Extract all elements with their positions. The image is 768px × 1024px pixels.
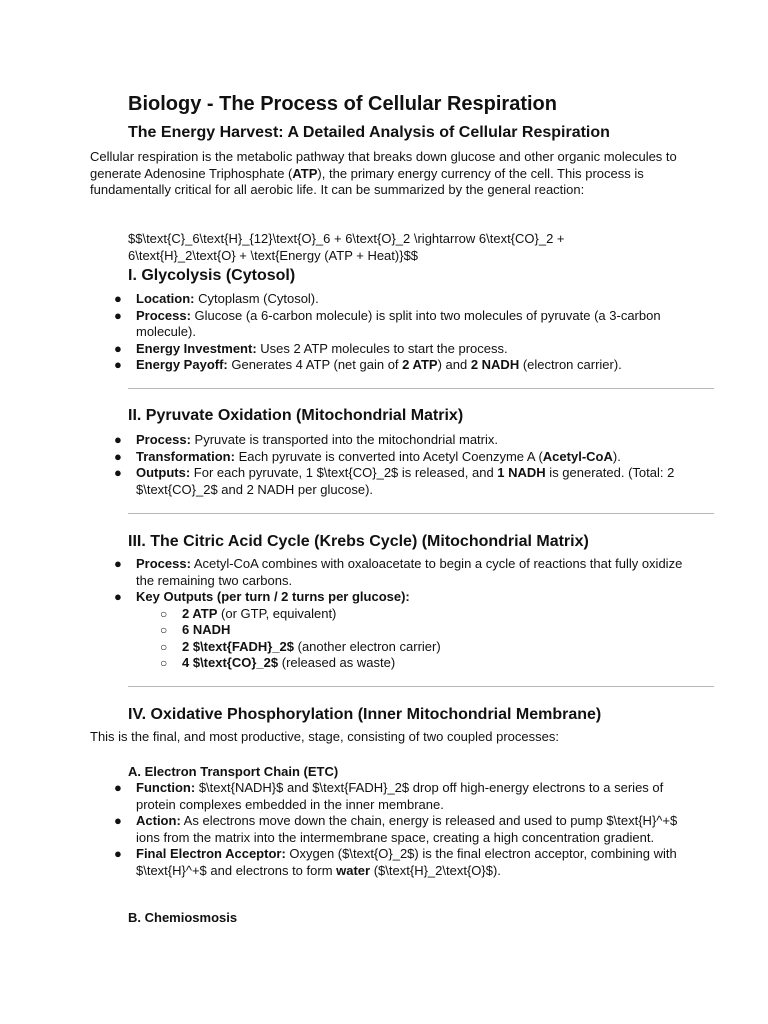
circle-bullet-icon: ○: [160, 623, 168, 637]
section-heading-pyruvate-oxidation: II. Pyruvate Oxidation (Mitochondrial Matrix): [128, 407, 464, 424]
list-item: ● Key Outputs (per turn / 2 turns per glucose): ○ 2 ATP (or GTP, equivalent) ○ 6 NADH ○ 2 $\text{FADH}_2$ (another electron carrier) ○ 4 $\text{CO}_2$ (released as waste): [90, 589, 690, 672]
bullet-icon: ●: [114, 340, 122, 356]
bullet-icon: ●: [114, 465, 122, 480]
bullet-icon: ●: [114, 813, 122, 828]
circle-bullet-icon: ○: [160, 656, 168, 670]
list-item: ● Process: Pyruvate is transported into the mitochondrial matrix.: [114, 432, 499, 447]
list-item: ● Transformation: Each pyruvate is converted into Acetyl Coenzyme A (Acetyl-CoA).: [114, 448, 621, 464]
circle-bullet-icon: ○: [160, 639, 168, 654]
etc-list: [90, 780, 690, 879]
bullet-icon: ●: [114, 291, 122, 306]
bullet-icon: ●: [114, 357, 122, 372]
bullet-icon: ●: [114, 432, 122, 447]
krebs-outputs-sublist: [136, 606, 690, 672]
section-divider: [128, 513, 714, 514]
section-divider: [128, 388, 714, 389]
list-item: ● Outputs: For each pyruvate, 1 $\text{CO}_2$ is released, and 1 NADH is generated. (Total: 2 $\text{CO}_2$ and 2 NADH per glucose).: [114, 465, 675, 497]
section-heading-krebs-cycle: III. The Citric Acid Cycle (Krebs Cycle) (Mitochondrial Matrix): [128, 533, 589, 550]
oxidative-phosphorylation-intro: This is the final, and most productive, stage, consisting of two coupled processes:: [90, 729, 559, 744]
list-item: ● Process: Glucose (a 6-carbon molecule) is split into two molecules of pyruvate (a 3-carbon molecule).: [114, 307, 661, 339]
subheading-etc: A. Electron Transport Chain (ETC): [128, 764, 339, 779]
sub-list-item: ○ 4 $\text{CO}_2$ (released as waste): [160, 655, 396, 670]
section-heading-oxidative-phosphorylation: IV. Oxidative Phosphorylation (Inner Mitochondrial Membrane): [128, 706, 602, 723]
bullet-icon: ●: [114, 307, 122, 323]
glycolysis-list: [90, 291, 690, 374]
bullet-icon: ●: [114, 846, 122, 861]
circle-bullet-icon: ○: [160, 606, 168, 621]
document-subtitle: The Energy Harvest: A Detailed Analysis of Cellular Respiration: [128, 124, 610, 141]
list-item: ● Process: Acetyl-CoA combines with oxaloacetate to begin a cycle of reactions that fully oxidize the remaining two carbons.: [114, 556, 683, 588]
section-divider: [128, 686, 714, 687]
list-item: ● Action: As electrons move down the chain, energy is released and used to pump $\text{H}^+$ ions from the matrix into the intermembrane space, creating a high concentration gradient.: [114, 813, 678, 845]
krebs-cycle-list: [90, 556, 690, 672]
sub-list-item: ○ 6 NADH: [160, 622, 231, 637]
list-item: ● Final Electron Acceptor: Oxygen ($\text{O}_2$) is the final electron acceptor, combining with $\text{H}^+$ and electrons to form water ($\text{H}_2\text{O}$).: [114, 846, 677, 878]
section-heading-glycolysis: I. Glycolysis (Cytosol): [128, 267, 296, 284]
pyruvate-oxidation-list: [90, 432, 690, 498]
list-item: ● Energy Payoff: Generates 4 ATP (net gain of 2 ATP) and 2 NADH (electron carrier).: [114, 357, 622, 372]
list-item: ● Location: Cytoplasm (Cytosol).: [114, 291, 319, 306]
subheading-chemiosmosis: B. Chemiosmosis: [128, 910, 238, 925]
bullet-icon: ●: [114, 589, 122, 604]
bullet-icon: ●: [114, 780, 122, 795]
document-title: Biology - The Process of Cellular Respiration: [128, 93, 557, 115]
sub-list-item: ○ 2 $\text{FADH}_2$ (another electron carrier): [160, 638, 441, 654]
intro-paragraph: Cellular respiration is the metabolic pathway that breaks down glucose and other organic molecules to generate Adenosine Triphosphate (ATP), the primary energy currency of the cell. This process is fundamentally critical for all aerobic life. It can be summarized by the general reaction:: [90, 149, 677, 197]
sub-list-item: ○ 2 ATP (or GTP, equivalent): [160, 605, 337, 621]
reaction-formula: $$\text{C}_6\text{H}_{12}\text{O}_6 + 6\text{O}_2 \rightarrow 6\text{CO}_2 + 6\text{H}_2\text{O} + \text{Energy (ATP + Heat)}$$: [128, 231, 565, 263]
bullet-icon: ●: [114, 556, 122, 571]
list-item: ● Energy Investment: Uses 2 ATP molecules to start the process.: [114, 340, 508, 356]
list-item: ● Function: $\text{NADH}$ and $\text{FADH}_2$ drop off high-energy electrons to a series of protein complexes embedded in the inner membrane.: [114, 780, 664, 812]
bullet-icon: ●: [114, 448, 122, 464]
